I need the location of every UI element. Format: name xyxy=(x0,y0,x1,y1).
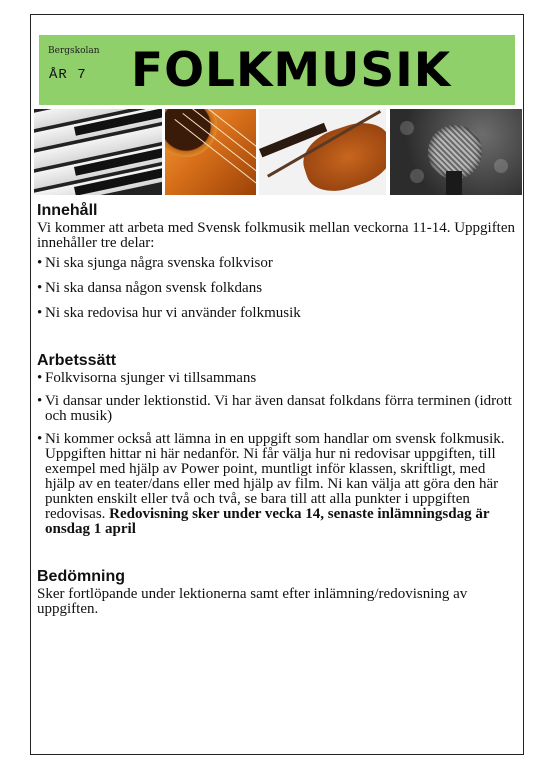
list-item: • Ni ska sjunga några svenska folkvisor xyxy=(37,255,273,271)
main-content xyxy=(37,201,519,617)
section-heading-bedomning: Bedömning xyxy=(37,568,125,585)
document-page xyxy=(30,14,524,755)
section-heading-arbetssatt: Arbetssätt xyxy=(37,352,117,369)
innehall-intro: Vi kommer att arbeta med Svensk folkmusik mellan veckorna 11-14. Uppgiften innehåller tre delar: xyxy=(37,220,516,251)
list-item: • Ni kommer också att lämna in en uppgift som handlar om svensk folkmusik. Uppgiften hittar ni här nedanför. Ni får välja hur ni redovisar uppgiften, till exempel med hjälp av Power point, muntligt inför klassen, skriftligt, med hjälp av en teater/dans eller med hjälp av film. Ni kan välja att göra den här punkten enskilt eller två och två, se bara till att alla punkter i uppgiften redovisas. Redovisning sker under vecka 14, senaste inlämningsdag är onsdag 1 april xyxy=(37,431,505,537)
list-item: • Ni ska redovisa hur vi använder folkmusik xyxy=(37,305,301,321)
list-item: • Vi dansar under lektionstid. Vi har även dansat folkdans förra terminen (idrott och musik) xyxy=(37,393,512,424)
violin-photo xyxy=(259,109,386,195)
deadline-emphasis: Redovisning sker under vecka 14, senaste inlämningsdag är onsdag 1 april xyxy=(45,506,490,537)
bedomning-text: Sker fortlöpande under lektionerna samt efter inlämning/redovisning av uppgiften. xyxy=(37,586,468,617)
title-banner xyxy=(39,35,515,105)
list-item: • Ni ska dansa någon svensk folkdans xyxy=(37,280,263,296)
photo-strip xyxy=(34,109,522,195)
guitar-photo xyxy=(165,109,256,195)
section-heading-innehall: Innehåll xyxy=(37,202,98,219)
piano-photo xyxy=(34,109,162,195)
page-title: FOLKMUSIK xyxy=(131,43,452,98)
grade-label: ÅR 7 xyxy=(49,67,87,83)
list-item: • Folkvisorna sjunger vi tillsammans xyxy=(37,370,257,386)
microphone-photo xyxy=(390,109,522,195)
school-name: Bergskolan xyxy=(48,46,100,56)
